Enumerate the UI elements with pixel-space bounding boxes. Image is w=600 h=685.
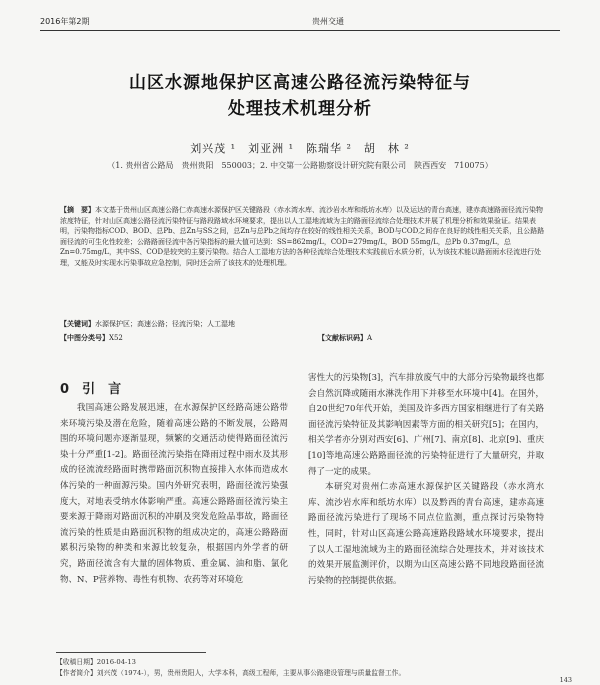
keywords — [60, 319, 546, 329]
issue-label: 2016年第2期 — [40, 17, 90, 26]
abstract-text: 本文基于贵州山区高速公路仁赤高速水源保护区关键路段（赤水湾水库、流沙岩水库和纸坊水库）以及运达的青台高速，建赤高速路面径流污染物浓度特征，针对山区高速公路径流污染特征与路段路域水环境要求，提出以人工湿地流域为主的路面径流综合处理技术并展了机理分析和效果验证。结果表明，污染物指标COD、BOD、总Pb、总Zn与SS之间，总Zn与总Pb之间均存在较好的线性相关关系，BOD与COD之间存在良好的线性相关关系，且公路路面径流的可生化性较差；公路路面径流中各污染指标的最大值可达到：SS=862mg/L，COD=279mg/L，BOD 55mg/L，总Pb 0.37mg/L，总Zn=0.75mg/L，其中SS、COD是较突的主要污染物。结合人工湿地方法的各种径流综合处理技术实践前后水质分析，认为该技术能以路面雨水径流进行处理，又能及时实现水污染事故应急控制，同时还会所了该技术的处理机理。 — [60, 206, 545, 267]
doc-label: 【文献标识码】 — [318, 333, 367, 342]
section-heading — [60, 378, 121, 397]
section-number: 0 — [60, 382, 70, 397]
footnote-author-bio: 【作者简介】刘兴茂（1974-），男，贵州贵阳人，大学本科，高级工程师，主要从事公路建设管理与质量监督工作。 — [56, 669, 406, 677]
article-title-line2: 处理技术机理分析 — [228, 99, 372, 119]
document-code — [318, 333, 372, 343]
keywords-label: 【关键词】 — [60, 319, 95, 328]
author-list: 刘兴茂 ¹ 刘亚洲 ¹ 陈瑞华 ² 胡 林 ² — [190, 142, 410, 155]
abstract — [60, 205, 546, 269]
body-paragraph: 本研究对贵州仁赤高速水源保护区关键路段（赤水湾水库、流沙岩水库和纸坊水库）以及黔西的青台高速，建赤高速路面径流污染进行了现场不同点位监测，重点探讨污染物特性，同时，针对山区高速公路高速路段路域水环境要求，提出了以人工湿地流域为主的路面径流综合处理技术，并对该技术的效果开展监测评价，以期为山区高速公路不同地段路面径流污染物的控制提供依据。 — [308, 482, 544, 586]
article-title-line1: 山区水源地保护区高速公路径流污染特征与 — [129, 73, 471, 93]
clc-value: X52 — [109, 334, 123, 342]
footnote-rule — [56, 652, 206, 653]
affiliations: （1. 贵州省公路局 贵州贵阳 550003；2. 中交第一公路勘察设计研究院有限公司 陕西西安 710075） — [107, 161, 493, 170]
abstract-label: 【摘 要】 — [60, 205, 95, 214]
clc-label: 【中图分类号】 — [60, 333, 109, 342]
body-column-right — [308, 371, 544, 589]
keywords-text: 水源保护区；高速公路；径流污染；人工湿地 — [95, 320, 235, 328]
section-title: 引 言 — [82, 382, 122, 397]
classification-line — [60, 333, 546, 343]
body-column-left — [60, 401, 288, 588]
journal-name: 贵州交通 — [312, 17, 344, 26]
doc-value: A — [367, 334, 373, 342]
footnote-received: 【收稿日期】2016-04-13 — [56, 658, 136, 666]
body-paragraph: 我国高速公路发展迅速，在水源保护区经路高速公路带来环境污染及潜在危险，随着高速公路的不断发展，公路周围的环境问题亦逐渐显现，频繁的交通活动使得路面径流污染十分严重[1-2]。路面径流污染指在降雨过程中雨水及其形成的径流流经路面时携带路面沉积物直接排入水体而造成水体污染的一种面源污染。国内外研究表明，路面径流污染强度大，对地表受纳水体影响严重。高速公路路面径流污染主要来源于降雨对路面沉积的冲刷及突发危险品事故，路面径流污染的性质是由路面沉积物的组成决定的，高速公路路面累积污染物的种类和来源比较复杂，根据国内外学者的研究，路面径流含有大量的固体物质、重金属、油和脂、氯化物、N、P营养物、毒性有机物、农药等对环境危 — [60, 403, 288, 585]
running-header — [40, 14, 560, 31]
body-paragraph: 害性大的污染物[3]，汽车排放废气中的大部分污染物最终也都会自然沉降或随雨水淋洗作用下并移至水环境中[4]。在国外，自20世纪70年代开始，美国及许多西方国家相继进行了有关路面径流污染特征及其影响因素等方面的相关研究[5]；在国内，相关学者亦分别对西安[6]、广州[7]、南京[8]、北京[9]、重庆[10]等地高速公路路面径流的污染特征进行了大量研究，并取得了一定的成果。 — [308, 373, 544, 477]
page-number: 143 — [559, 676, 572, 684]
clc-number — [60, 334, 123, 342]
